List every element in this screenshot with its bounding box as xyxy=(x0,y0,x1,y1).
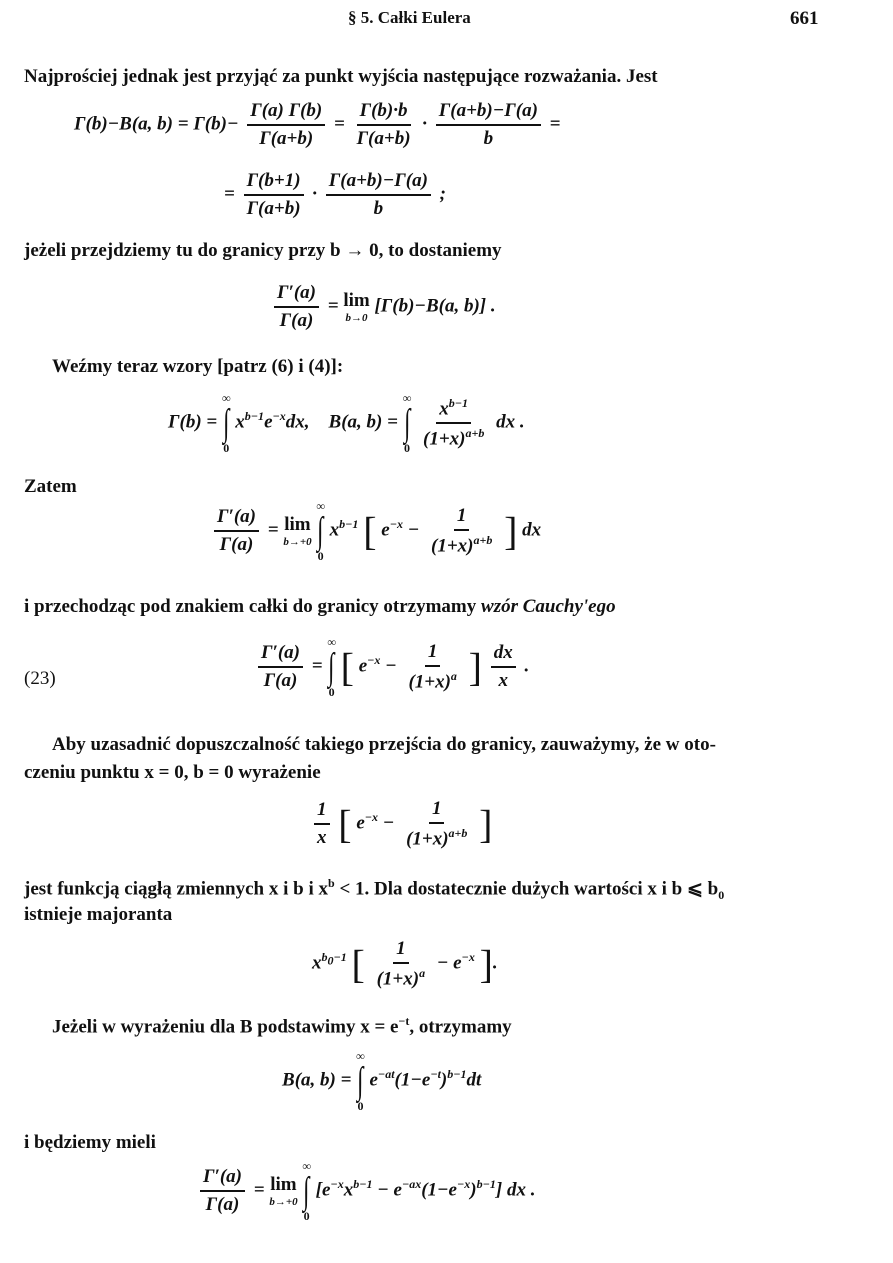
paragraph-cauchy xyxy=(24,596,616,618)
continuity-text-b: < 1. Dla dostatecznie dużych wartości x i b ⩽ b xyxy=(334,878,719,900)
section-header: § 5. Całki Eulera xyxy=(348,8,471,27)
equation-majorant: $x^{b_0-1}$ [ $\frac{1}{(1+x)^a}$ − $e^{-x}$ ]. xyxy=(312,938,498,990)
page-number: 661 xyxy=(790,8,819,29)
paragraph-therefore: Zatem xyxy=(24,476,77,497)
paragraph-continuity-line2: istnieje majoranta xyxy=(24,904,173,925)
equation-beta-substituted: B(a, b) = ∞ ∫ 0 $e^{-at}(1-e^{-t})^{b-1}dt$ xyxy=(282,1049,482,1113)
paragraph-intro: Najprościej jednak jest przyjąć za punkt wyjścia następujące rozważania. Jest xyxy=(24,66,658,87)
paragraph-we-have: i będziemy mieli xyxy=(24,1132,156,1153)
cauchy-formula-name: wzór Cauchy'ego xyxy=(481,596,616,617)
equation-digamma-integral-limit: $\frac{\Gamma'(a)}{\Gamma(a)}$ = lim b→+0 ∞ ∫ 0 $x^{b-1}$ [ $e^{-x}$ − $\frac{1}{(1+x)^{a+b}}$ ] dx xyxy=(210,500,541,562)
equation-23-label: (23) xyxy=(24,668,56,689)
paragraph-formulas: Weźmy teraz wzory [patrz (6) i (4)]: xyxy=(52,356,344,377)
paragraph-limit: jeżeli przejdziemy tu do granicy przy b → 0, to dostaniemy xyxy=(24,240,502,261)
equation-23: $\frac{\Gamma'(a)}{\Gamma(a)}$ = ∞ ∫ 0 [ $e^{-x}$ − $\frac{1}{(1+x)^a}$ ] $\frac{dx}{x}$ . xyxy=(254,636,529,698)
equation-digamma-limit: $\frac{\Gamma'(a)}{\Gamma(a)}$ = lim b→0 [Γ(b)−B(a, b)] . xyxy=(270,282,496,332)
paragraph-cauchy-text: i przechodząc pod znakiem całki do granicy otrzymamy xyxy=(24,596,482,617)
equation-gamma-minus-beta-cont: = $\frac{\Gamma(b+1)}{\Gamma(a+b)}$ · $\frac{\Gamma(a+b)-\Gamma(a)}{b}$ ; xyxy=(224,170,446,219)
paragraph-justify-line1: Aby uzasadnić dopuszczalność takiego przejścia do granicy, zauważymy, że w oto- xyxy=(52,734,716,755)
equation-final-limit: $\frac{\Gamma'(a)}{\Gamma(a)}$ = lim b→+0 ∞ ∫ 0 $[e^{-x}x^{b-1} - e^{-ax}(1-e^{-x})^{b-1}]$ dx . xyxy=(196,1160,535,1222)
equation-gamma-minus-beta: Γ(b)−B(a, b) = Γ(b)− $\frac{\Gamma(a) \Gamma(b)}{\Gamma(a+b)}$ = $\frac{\Gamma(b)\cdot b}{\Gamma(a+b)}$ · $\frac{\Gamma(a+b)-\Gamma(a)}{b}$ = xyxy=(74,100,561,149)
paragraph-continuity-line1: jest funkcją ciągłą zmiennych x i b i $x^b < 1$. Dla dostatecznie dużych wartości x i b ⩽ $b_0$ xyxy=(24,876,725,903)
equation-gamma-beta-integrals: Γ(b) = ∞ ∫ 0 $x^{b-1}e^{-x}dx$, B(a, b) = ∞ ∫ 0 $\frac{x^{b-1}}{(1+x)^{a+b}}$ dx . xyxy=(168,391,525,455)
equation-continuous-function: $\frac{1}{x}$ [ $e^{-x}$ − $\frac{1}{(1+x)^{a+b}}$ ] xyxy=(310,798,492,850)
paragraph-justify-line2: czeniu punktu x = 0, b = 0 wyrażenie xyxy=(24,762,321,783)
continuity-text-a: jest funkcją ciągłą zmiennych x i b i x xyxy=(24,878,328,900)
substitution-text-a: Jeżeli w wyrażeniu dla B podstawimy x = e xyxy=(52,1016,399,1038)
substitution-text-b: , otrzymamy xyxy=(409,1016,512,1038)
paragraph-substitution: Jeżeli w wyrażeniu dla B podstawimy $x = e^{-t}$, otrzymamy xyxy=(52,1014,512,1038)
